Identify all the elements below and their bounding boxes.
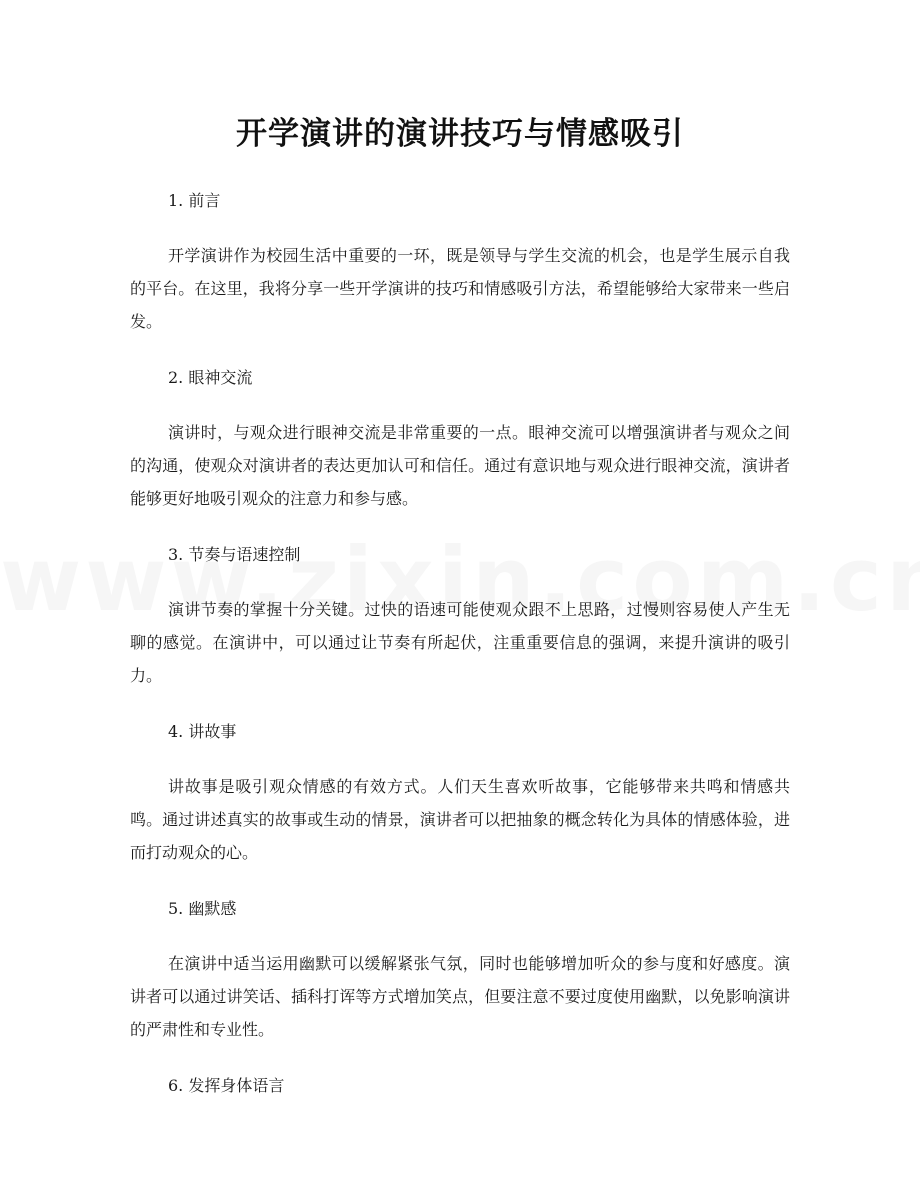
- section-paragraph-3: 演讲节奏的掌握十分关键。过快的语速可能使观众跟不上思路，过慢则容易使人产生无聊的感觉。在演讲中，可以通过让节奏有所起伏，注重重要信息的强调，来提升演讲的吸引力。: [130, 600, 790, 685]
- section-heading-4: 4. 讲故事: [168, 722, 237, 741]
- section-paragraph-5: 在演讲中适当运用幽默可以缓解紧张气氛，同时也能够增加听众的参与度和好感度。演讲者可以通过讲笑话、插科打诨等方式增加笑点，但要注意不要过度使用幽默，以免影响演讲的严肃性和专业性。: [130, 954, 790, 1039]
- page-title: 开学演讲的演讲技巧与情感吸引: [236, 116, 684, 152]
- section-heading-3: 3. 节奏与语速控制: [168, 545, 301, 564]
- section-paragraph-4: 讲故事是吸引观众情感的有效方式。人们天生喜欢听故事，它能够带来共鸣和情感共鸣。通过讲述真实的故事或生动的情景，演讲者可以把抽象的概念转化为具体的情感体验，进而打动观众的心。: [130, 777, 790, 862]
- section-heading-5: 5. 幽默感: [168, 899, 237, 918]
- section-paragraph-2: 演讲时，与观众进行眼神交流是非常重要的一点。眼神交流可以增强演讲者与观众之间的沟通，使观众对演讲者的表达更加认可和信任。通过有意识地与观众进行眼神交流，演讲者能够更好地吸引观众的注意力和参与感。: [130, 423, 790, 508]
- section-heading-1: 1. 前言: [168, 191, 221, 210]
- section-paragraph-1: 开学演讲作为校园生活中重要的一环，既是领导与学生交流的机会，也是学生展示自我的平台。在这里，我将分享一些开学演讲的技巧和情感吸引方法，希望能够给大家带来一些启发。: [130, 246, 790, 331]
- section-heading-6: 6. 发挥身体语言: [168, 1076, 285, 1095]
- section-heading-2: 2. 眼神交流: [168, 368, 253, 387]
- document-body: [130, 184, 790, 1103]
